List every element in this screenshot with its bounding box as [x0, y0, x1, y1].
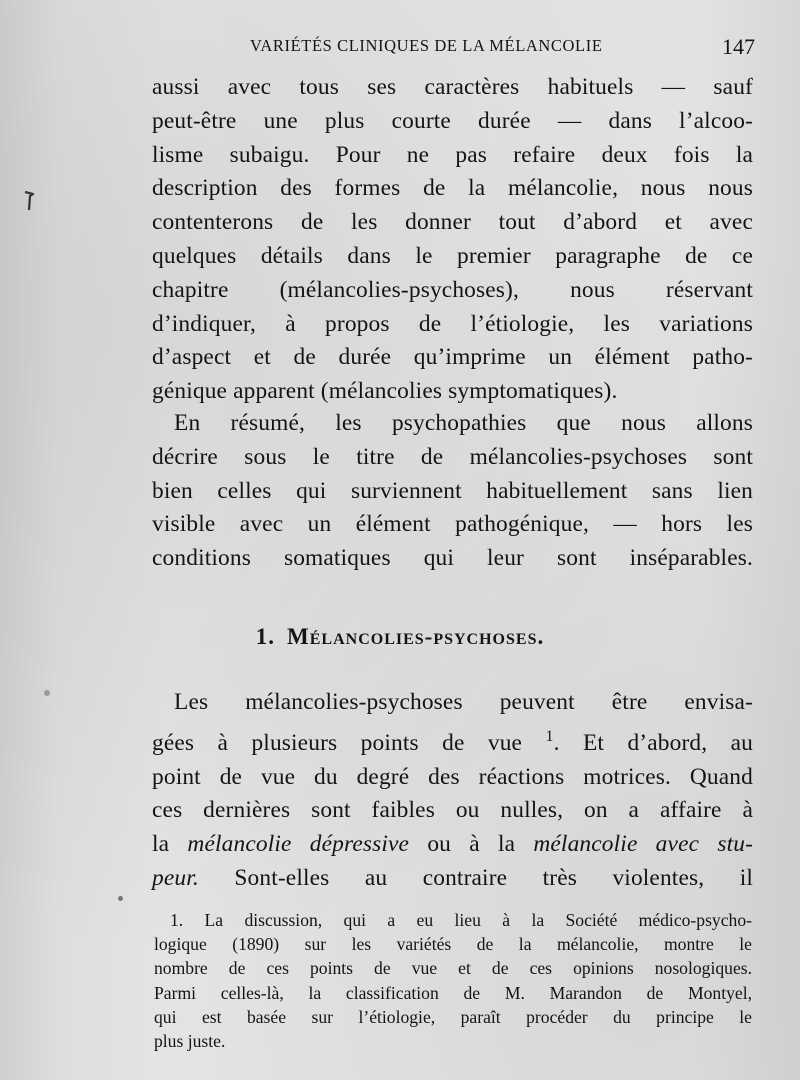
text-line: visible avec un élément pathogénique, — hors les — [152, 511, 753, 538]
text-line: description des formes de la mélancolie, nous nous — [152, 175, 753, 202]
text-line: point de vue du degré des réactions motrices. Quand — [152, 763, 753, 790]
text-line — [152, 828, 753, 862]
paper-speck — [118, 896, 123, 901]
section-title: Mélancolies-psychoses. — [287, 624, 545, 649]
section-number: 1. — [255, 624, 276, 649]
section-heading — [0, 624, 800, 650]
text-line — [152, 720, 753, 761]
text-line: Les mélancolies-psychoses peuvent être envisa- — [174, 689, 753, 715]
paper-speck — [44, 690, 50, 696]
text-line: ces dernières sont faibles ou nulles, on a affaire à — [152, 797, 753, 824]
footnote-line: 1. La discussion, qui a eu lieu à la Société médico-psycho- — [170, 910, 752, 930]
page-number: 147 — [722, 34, 755, 59]
text-span: Sont-elles au contraire très violentes, il — [234, 864, 753, 891]
italic-term: mélancolie dépressive — [187, 831, 410, 858]
text-line: chapitre (mélancolies-psychoses), nous réservant — [152, 276, 753, 303]
italic-term: mélancolie avec stu- — [533, 831, 754, 858]
text-line: d’aspect et de durée qu’imprime un élément patho- — [152, 344, 753, 371]
footnote-line: Parmi celles-là, la classification de M. Marandon de Montyel, — [154, 982, 752, 1003]
text-line: conditions somatiques qui leur sont inséparables. — [152, 545, 753, 572]
text-line: aussi avec tous ses caractères habituels — sauf — [152, 74, 753, 100]
text-span: gées à plusieurs points de vue — [152, 729, 523, 756]
text-line: bien celles qui surviennent habituellement sans lien — [152, 477, 753, 504]
text-line: En résumé, les psychopathies que nous allons — [174, 410, 753, 436]
text-line — [152, 862, 753, 896]
text-line: peut-être une plus courte durée — dans l’alcoo- — [152, 107, 753, 134]
text-line: contenterons de les donner tout d’abord et avec — [152, 209, 753, 236]
paragraph-2 — [152, 407, 753, 576]
footnote-line: nombre de ces points de vue et de ces opinions nosologiques. — [154, 958, 752, 979]
italic-term: peur. — [152, 864, 199, 891]
footnote-line: qui est basée sur l’étiologie, paraît procéder du principe le — [154, 1006, 752, 1027]
paragraph-3 — [152, 686, 753, 896]
footnote-line: plus juste. — [154, 1031, 226, 1052]
running-title: VARIÉTÉS CLINIQUES DE LA MÉLANCOLIE — [250, 36, 603, 55]
text-span: . Et d’abord, au — [553, 729, 754, 756]
footnote-line: logique (1890) sur les variétés de la mélancolie, montre le — [154, 934, 752, 955]
text-span: la — [152, 831, 170, 858]
paragraph-1 — [152, 71, 753, 409]
text-line: d’indiquer, à propos de l’étiologie, les variations — [152, 310, 753, 337]
text-line: génique apparent (mélancolies symptomatiques). — [152, 378, 618, 405]
page-header — [250, 34, 755, 58]
text-line: quelques détails dans le premier paragraphe de ce — [152, 242, 753, 269]
text-line: décrire sous le titre de mélancolies-psychoses sont — [152, 443, 753, 470]
text-line: lisme subaigu. Pour ne pas refaire deux fois la — [152, 141, 753, 168]
footnote — [154, 908, 752, 1053]
margin-pencil-mark — [24, 190, 34, 212]
footnote-reference: 1 — [545, 727, 554, 745]
text-span: ou à la — [427, 831, 516, 858]
